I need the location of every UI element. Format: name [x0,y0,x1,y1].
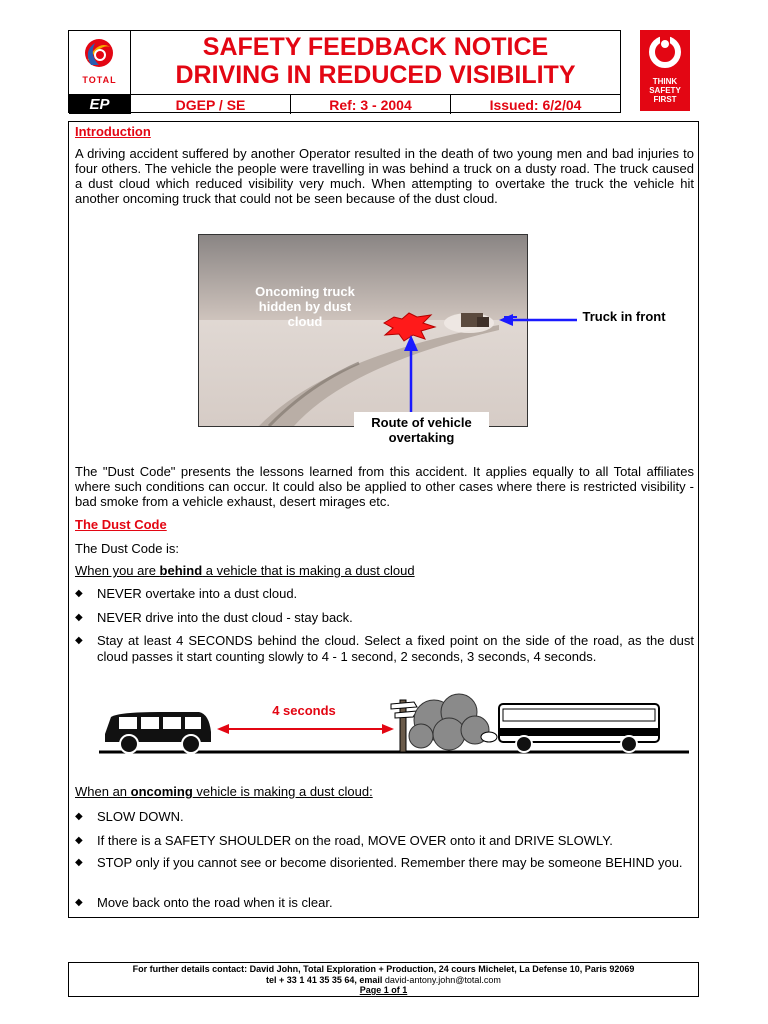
list-item: ◆ NEVER drive into the dust cloud - stay back. [75,610,353,625]
bullet-diamond-icon: ◆ [75,857,83,868]
dust-cloud-icon [409,694,489,750]
badge-line: FIRST [653,95,677,104]
page-number: Page 1 of 1 [359,985,408,995]
safety-swirl-icon [640,30,690,76]
notice-title: SAFETY FEEDBACK NOTICE [202,33,549,61]
list-item: ◆ SLOW DOWN. [75,809,184,824]
footer-phone-email: tel + 33 1 41 35 35 64, email david-antony.john@total.com [266,974,501,985]
four-seconds-label: 4 seconds [272,703,336,718]
list-item: ◆ If there is a SAFETY SHOULDER on the road, MOVE OVER onto it and DRIVE SLOWLY. [75,833,613,848]
dust-code-heading: The Dust Code [75,517,167,532]
oncoming-truck-label: Oncoming truck hidden by dust cloud [255,284,355,329]
route-arrow [401,335,421,415]
notice-subtitle: DRIVING IN REDUCED VISIBILITY [175,61,576,89]
bus-icon [481,704,659,752]
dust-code-lead: The Dust Code is: [75,541,180,556]
bullet-diamond-icon: ◆ [75,897,83,908]
email-link[interactable]: david-antony.john@total.com [384,974,501,985]
intro-heading: Introduction [75,124,151,139]
dust-code-intro: The "Dust Code" presents the lessons learned from this accident. It applies equally to all Total affiliates where such conditions can occur. It could also be applied to other cases where there is restricted visibility - bad smoke from a vehicle exhaust, desert mirages etc. [75,464,694,509]
intro-text: A driving accident suffered by another Operator resulted in the death of two young men and bad injuries to four others. The vehicle the people were travelling in was behind a truck on a dusty road. The truck caused a dust cloud which reduced visibility very much. When attempting to overtake the truck the vehicle hit another oncoming truck that could not be seen because of the dust cloud. [75,146,694,206]
ref-label: Ref: 3 - 2004 [291,95,451,114]
list-item: ◆ Stay at least 4 SECONDS behind the cloud. Select a fixed point on the side of the road, as the dust cloud passes it start counting slowly to 4 - 1 second, 2 seconds, 3 seconds, 4 seconds. [75,633,694,664]
van-icon [105,712,211,753]
four-second-diagram [99,682,694,757]
list-item: ◆ STOP only if you cannot see or become disoriented. Remember there may be someone BEHIND you. [75,855,683,870]
bullet-diamond-icon: ◆ [75,835,83,846]
truck-in-front-label: Truck in front [582,309,666,324]
behind-heading: When you are behind a vehicle that is making a dust cloud [75,563,415,578]
badge-line: SAFETY [649,86,681,95]
bullet-diamond-icon: ◆ [75,588,83,599]
oncoming-heading: When an oncoming vehicle is making a dust cloud: [75,784,373,799]
total-logo [69,31,131,94]
footer-contact: For further details contact: David John, Total Exploration + Production, 24 cours Michelet, La Defense 10, Paris 92069 [132,964,635,974]
accident-photo [198,234,528,427]
notice-body [68,121,699,918]
think-safety-first-badge [640,30,690,111]
total-brand-text: TOTAL [82,75,117,85]
dept-label: DGEP / SE [131,95,291,114]
footer [68,962,699,997]
badge-line: THINK [652,77,678,86]
ep-logo: EP [69,95,131,114]
bullet-diamond-icon: ◆ [75,612,83,623]
bullet-diamond-icon: ◆ [75,811,83,822]
list-item: ◆ Move back onto the road when it is clear. [75,895,333,910]
list-item: ◆ NEVER overtake into a dust cloud. [75,586,298,601]
bullet-diamond-icon: ◆ [75,635,83,646]
issued-label: Issued: 6/2/04 [489,96,582,113]
header-box [68,30,621,113]
route-label: Route of vehicle overtaking [354,412,489,450]
truck-front-arrow [499,312,579,328]
header-meta-row [69,94,620,114]
